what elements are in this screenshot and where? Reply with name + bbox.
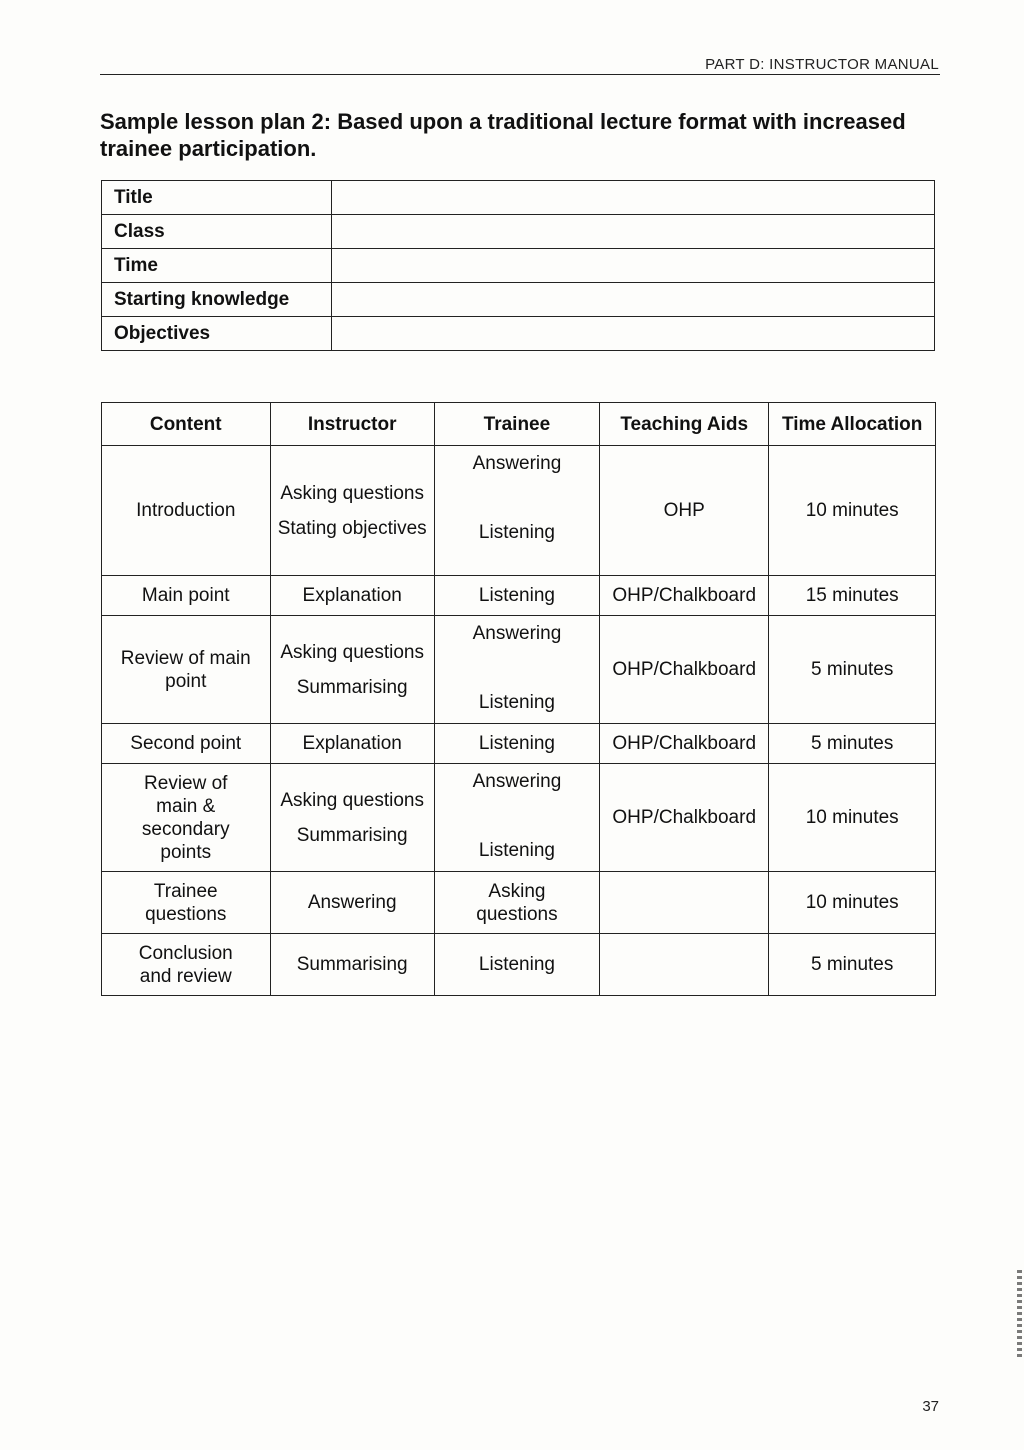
teaching-aids-cell: OHP/Chalkboard [600, 616, 769, 724]
info-label: Class [102, 215, 332, 249]
time-allocation-cell: 10 minutes [769, 446, 936, 576]
instructor-cell [270, 764, 434, 872]
content-cell: Introduction [102, 446, 271, 576]
table-row [102, 724, 936, 764]
scan-edge-artifact [1017, 1270, 1022, 1360]
instructor-activity: Asking questions [280, 482, 424, 504]
trainee-activity: Listening [478, 522, 555, 543]
content-cell: Second point [102, 724, 271, 764]
info-value [332, 181, 935, 215]
running-header: PART D: INSTRUCTOR MANUAL [705, 56, 939, 73]
time-allocation-cell: 10 minutes [769, 764, 936, 872]
table-row [102, 764, 936, 872]
time-allocation-cell: 5 minutes [769, 724, 936, 764]
teaching-aids-cell: OHP/Chalkboard [600, 576, 769, 616]
trainee-cell: Asking questions [434, 872, 599, 934]
page-number: 37 [922, 1398, 939, 1415]
column-header-instructor: Instructor [270, 403, 434, 446]
table-row [102, 872, 936, 934]
instructor-cell: Explanation [270, 724, 434, 764]
teaching-aids-cell [600, 934, 769, 996]
table-row [102, 576, 936, 616]
trainee-activity: Answering [472, 771, 562, 792]
info-value [332, 215, 935, 249]
lesson-info-table [101, 180, 935, 351]
content-cell: Conclusion and review [102, 934, 271, 996]
trainee-cell [434, 446, 599, 576]
trainee-cell: Listening [434, 576, 599, 616]
trainee-activity: Answering [472, 623, 562, 644]
info-row-class [102, 215, 935, 249]
info-label: Title [102, 181, 332, 215]
trainee-cell [434, 616, 599, 724]
teaching-aids-cell: OHP/Chalkboard [600, 764, 769, 872]
teaching-aids-cell [600, 872, 769, 934]
info-label: Starting knowledge [102, 283, 332, 317]
teaching-aids-cell: OHP/Chalkboard [600, 724, 769, 764]
table-row [102, 446, 936, 576]
info-value [332, 283, 935, 317]
column-header-trainee: Trainee [434, 403, 599, 446]
trainee-activity: Listening [478, 840, 555, 861]
content-cell: Main point [102, 576, 271, 616]
content-cell: Review of main & secondary points [102, 764, 271, 872]
instructor-activity: Stating objectives [277, 517, 427, 539]
table-row [102, 934, 936, 996]
table-header-row [102, 403, 936, 446]
page-title: Sample lesson plan 2: Based upon a traditional lecture format with increased trainee participation. [100, 109, 906, 161]
table-row [102, 616, 936, 724]
content-cell: Trainee questions [102, 872, 271, 934]
info-row-starting-knowledge [102, 283, 935, 317]
instructor-cell: Explanation [270, 576, 434, 616]
time-allocation-cell: 15 minutes [769, 576, 936, 616]
column-header-teaching-aids: Teaching Aids [600, 403, 769, 446]
trainee-activity: Listening [478, 692, 555, 713]
info-label: Time [102, 249, 332, 283]
instructor-activity: Summarising [296, 676, 408, 698]
column-header-content: Content [102, 403, 271, 446]
instructor-cell: Answering [270, 872, 434, 934]
info-value [332, 249, 935, 283]
header-rule [100, 74, 940, 75]
time-allocation-cell: 10 minutes [769, 872, 936, 934]
trainee-activity: Answering [472, 453, 562, 474]
column-header-time-allocation: Time Allocation [769, 403, 936, 446]
trainee-cell: Listening [434, 724, 599, 764]
info-row-time [102, 249, 935, 283]
info-value [332, 317, 935, 351]
instructor-cell: Summarising [270, 934, 434, 996]
instructor-cell [270, 446, 434, 576]
time-allocation-cell: 5 minutes [769, 616, 936, 724]
instructor-activity: Asking questions [280, 641, 424, 663]
instructor-activity: Asking questions [280, 789, 424, 811]
lesson-plan-table [101, 402, 936, 996]
info-row-title [102, 181, 935, 215]
time-allocation-cell: 5 minutes [769, 934, 936, 996]
trainee-cell: Listening [434, 934, 599, 996]
trainee-cell [434, 764, 599, 872]
info-row-objectives [102, 317, 935, 351]
instructor-cell [270, 616, 434, 724]
teaching-aids-cell: OHP [600, 446, 769, 576]
content-cell: Review of main point [102, 616, 271, 724]
instructor-activity: Summarising [296, 824, 408, 846]
info-label: Objectives [102, 317, 332, 351]
